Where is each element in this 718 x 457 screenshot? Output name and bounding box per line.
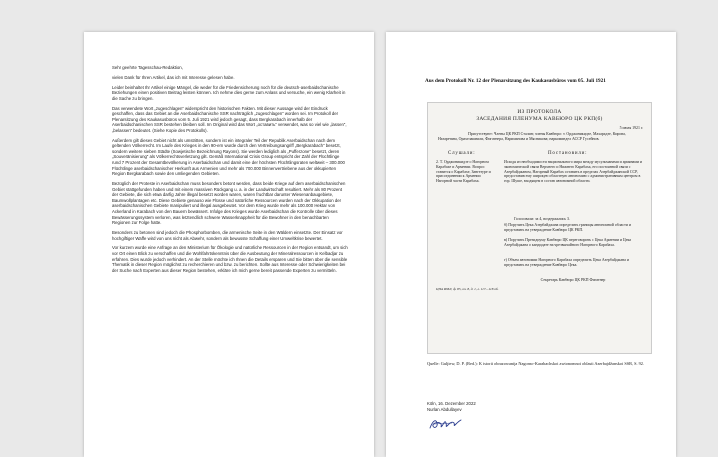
paragraph-5: Bezüglich der Proteste in Aserbaidschan muss besonders betont werden, dass beide Kriege auf dem aserbaidschanischen Gebiet stattgefunden haben und mit einem massiven Rückgang u. a. in der Landwirtschaft resultiert. Mehr als 80 Prozent der Gebiete, die sich etwa darfig Jahre illegal besetzt worden waren, waren fruchtbar darunter Wiesenanbaugebiete, Baumwollplantagen etc. Diese Gebiete genauso wie Flüsse und natürliche Ressourcen wurden nach der Okkupation der aserbaidschanischen Gebiete manipuliert und illegal ausgebeutet. Vor dem Krieg wurde mehr als 100.000 Hektar von Ackerland in Karabach von den Bauern bewässert. Infolge des Krieges wurde Aserbaidschan die Kontrolle über dieses Bewässerungssystem verloren, was letztendlich schwere Wasserknappheit für die Bewohner in den benachbarten Regionen zur Folge hatte.: [112, 181, 346, 226]
scan-item-c: в) Поручить Президиуму Кавбюро ЦК переговорить с Цека Армении и Цека Азербайджана о кандидате на чрезвычайного Нагорного Карабаха.: [504, 238, 632, 247]
scan-col-right: Постановили:: [548, 151, 588, 156]
scan-archive: ЦПА ИМЛ, ф. 85, оп. 8, д. 1, л. 117—118 об.: [436, 287, 499, 291]
scan-item-left: 2. Т. Орджоникидзе о Нагорном Карабахе и Армении. Вопрос ставится о Карабахе, Зангезуре и присоединении к Армении Нагорной части Карабаха.: [436, 160, 491, 184]
scan-title-1: ИЗ ПРОТОКОЛА: [517, 109, 562, 115]
letter-page-2: [386, 32, 676, 457]
scan-present: Присутствуют: Члены ЦК РКП Сталин; члены Кавбюро: т. Орджоникидзе, Махарадзе, Кирова, Назаретяна, Орахелашвили, Фигатнера, Нариманова и Мясникова; наркоминдел АССР Гусейнов.: [438, 132, 626, 141]
place-date: Köln, 16. Dezember 2022: [427, 401, 476, 406]
protocol-scan: [427, 102, 652, 354]
scan-vote: Голосовали: за 4, воздержались 3.: [514, 217, 570, 221]
letter-body: [112, 65, 348, 278]
scan-title-2: ЗАСЕДАНИЯ ПЛЕНУМА КАВБЮРО ЦК РКП(б): [476, 116, 603, 122]
paragraph-6: Besonders zu betonen sind jedoch die Phosphorbomben, die armenische Seite in den Wäldern einsetzte. Der Einsatz vor hochgiftiger Waffe wird von uns nicht als Abwehr, sondern als bewusste Schaffung einer Umweltkrise bewertet.: [112, 229, 343, 241]
protocol-heading: Aus dem Protokoll Nr. 12 der Plenarsitzung des Kaukasusbüros vom 05. Juli 1921: [425, 78, 606, 84]
protocol-caption: Quelle: Guljiew, D. P. (Red.): K istorii obrazowanija Nagorno-Karabachskoi awtonomnoi oblasti Azerbajdžanskoi SSR, S. 92.: [427, 361, 645, 366]
author-name: Nurlan Abdullayev: [427, 407, 462, 412]
scan-item-b: б) Поручить Цека Азербайджана определить границы автономной области и представить на утверждение Кавбюро ЦК РКП.: [504, 223, 631, 232]
scan-col-left: Слушали:: [448, 151, 476, 156]
scan-item-d: г) Объем автономии Нагорного Карабаха определить Цека Азербайджана и представить на утверждение Кавбюро Цека.: [504, 258, 629, 267]
letter-page-1: [84, 32, 374, 457]
paragraph-3: Das verwendete Wort „zugeschlagen“ widerspricht den historischen Fakten. Mit dieser Aussage wird der Eindruck geschaffen, dass das Gebiet an die Aserbaidschanische SSR nachträglich „zugeschlagen“ worden sei. Im Protokoll der Plenarsitzung des Kaukasusbüros vom 5. Juli 1921 wird jedoch gesagt, dass Bergkarabach innerhalb der Aserbaidschanischen SSR bestehen bleiben soll. Im Original wird das Wort „оставить“ verwendet, was so viel wie „lassen“, „belassen“ bedeutet. (Siehe Kopie des Protokolls).: [112, 105, 347, 133]
paragraph-7: Vor kurzem wurde eine Anfrage an den Ministerium für Ökologie und natürliche Ressourcen in der Region entsandt, um sich vor Ort einen Blick zu verschaffen und die Wohlfahrtskenntnis über die Ausbeutung der Mineralressourcen in Kelbadjar zu erfahren. Dies wurde jedoch verhindert. An der Stelle möchte ich Ihnen die Details ersparen und Sie bitten über die sensible Thematik in dieser Region möglichst zu recherchieren und bzw. zu berichten. Sollte aus Interesse oder Schwierigkeiten bei der Suche nach Experten aus dieser Region bestehen, erkläre ich mich gerne bereit passende Experten zu vermitteln.: [112, 245, 348, 273]
scan-date: 5 июля 1921 г.: [619, 126, 643, 130]
paragraph-1: vielen Dank für Ihren Artikel, das ich mit Interesse gelesen habe.: [112, 74, 235, 80]
salutation: Sehr geehrte Tagesschau-Redaktion,: [112, 65, 183, 70]
paragraph-2: Leider beinhaltet Ihr Artikel einige Mängel, die weder für die Friedensicherung noch für die deutsch-aserbaidschanische Beziehungen einen positiven Beitrag leisten können. Ich nehme dies gerne zum Anlass und versuche, ein wenig Klarheit in die Sache zu bringen.: [112, 84, 346, 101]
signature-image: [428, 417, 462, 431]
paragraph-4: Außerdem gilt dieses Gebiet nicht als umstritten, sondern ist ein integraler Teil der Republik Aserbaidschan nach dem geltenden Völkerrecht. Im Laufe des Krieges in den 90-ern wurde durch den Vertreibungsangriff „Bergkarabach“ besetzt, sondern weitere sieben Städte (Sowjetische Bezeichnung Rayons). Sie werden lediglich als „Pufferzone“ besetzt, deren „Souveränisierung“ als Völkerrechtsverletzung gilt. Gemäß International Crisis Group entspricht der Zahl der Flüchtlinge rund 7 Prozent der Gesamtbevölkerung in Aserbaidschan und damit eine der höchsten Flüchtlingsraten weltweit – 300.000 Flüchtlinge aserbaidschanischer Herkunft aus Armenien und mehr als 700.000 Binnenvertriebene aus der okkupierten Region Bergkarabach sowie den umliegenden Gebieten.: [112, 137, 345, 177]
scan-item-right: Исходя из необходимости национального мира между мусульманами и армянами и экономической связи Верхнего и Нижнего Карабаха, его постоянной связи с Азербайджаном, Нагорный Карабах оставить в пределах Азербайджанской ССР, предоставив ему широкую областную автономию с административным центром в гор. Шуше, входящем в состав автономной области.: [504, 160, 642, 184]
scan-signature: Секретарь Кавбюро ЦК РКП Фигатнер: [540, 278, 606, 282]
